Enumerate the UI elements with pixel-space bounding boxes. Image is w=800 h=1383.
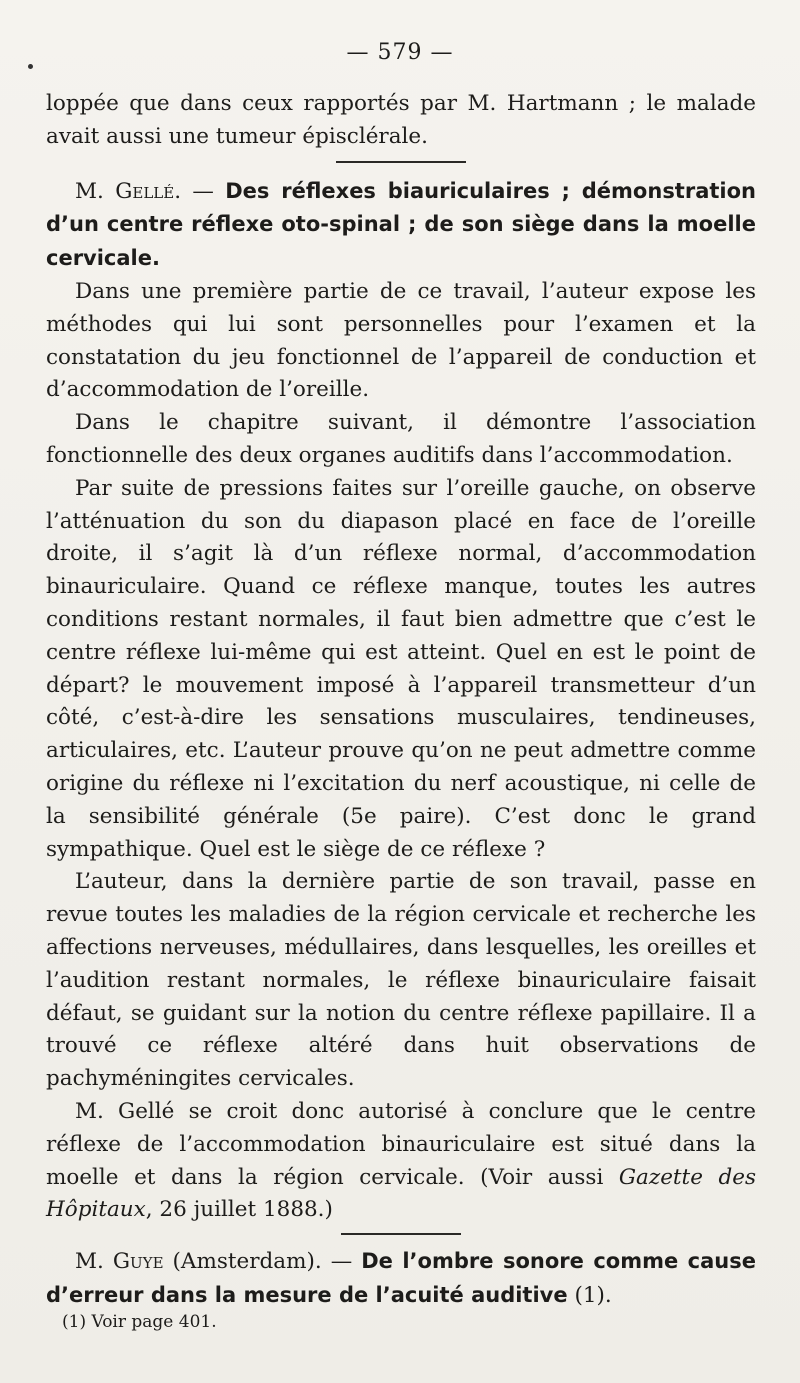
intro-line: loppée que dans ceux rapportés par M. Hartmann ; le malade avait aussi une tumeur épisclérale. <box>46 91 756 149</box>
title-gelle: Des réflexes biauriculaires ; démonstration d’un centre réflexe oto-spinal ; de son siège dans la moelle cervicale. <box>46 178 756 271</box>
paragraph-3: Par suite de pressions faites sur l’oreille gauche, on observe l’atténuation du son du diapason placé en face de l’oreille droite, il s’agit là d’un réflexe normal, d’accommodation binauriculaire. Quand ce réflexe manque, toutes les autres conditions restant normales, il faut bien admettre que c’est le centre réflexe lui-même qui est atteint. Quel en est le point de départ? le mouvement imposé à l’appareil transmetteur d’un côté, c’est-à-dire les sensations musculaires, tendineuses, articulaires, etc. L’auteur prouve qu’on ne peut admettre comme origine du réflexe ni l’excitation du nerf acoustique, ni celle de la sensibilité générale (5e paire). C’est donc le grand sympathique. Quel est le siège de ce réflexe ? <box>46 475 756 862</box>
footnote-reference: (1). <box>567 1282 612 1308</box>
paragraph-4: L’auteur, dans la dernière partie de son travail, passe en revue toutes les maladies de la région cervicale et recherche les affections nerveuses, médullaires, dans lesquelles, les oreilles et l’audition restant normales, le réflexe binauriculaire faisait défaut, se guidant sur la notion du centre réflexe papillaire. Il a trouvé ce réflexe altéré dans huit observations de pachyméningites cervicales. <box>46 869 756 1092</box>
footnote: (1) Voir page 401. <box>62 1312 217 1332</box>
main-text <box>46 88 756 1313</box>
paragraph-2: Dans le chapitre suivant, il démontre l’association fonctionnelle des deux organes auditifs dans l’accommodation. <box>46 410 756 468</box>
paragraph-5 <box>46 1096 756 1227</box>
heading-dash: — <box>181 178 226 204</box>
journal-reference: Gazette des Hôpitaux <box>46 1164 756 1223</box>
title-guye: De l’ombre sonore comme cause d’erreur dans la mesure de l’acuité auditive <box>46 1249 756 1307</box>
section-heading-guye <box>46 1245 756 1313</box>
page-number: — 579 — <box>346 40 454 65</box>
guye-place: (Amsterdam). — <box>163 1249 362 1275</box>
separator-rule-2 <box>341 1233 461 1235</box>
conclusion-date: , 26 juillet 1888.) <box>145 1197 333 1223</box>
paragraph-1: Dans une première partie de ce travail, l’auteur expose les méthodes qui lui sont personnelles pour l’examen et la constatation du jeu fonctionnel de l’appareil de conduction et d’accommodation de l’oreille. <box>46 278 756 403</box>
author-guye: M. Guye <box>75 1249 164 1275</box>
separator-rule <box>336 161 466 163</box>
author-gelle: M. Gellé. <box>75 178 182 204</box>
section-heading-gelle <box>46 175 756 276</box>
conclusion-text: M. Gellé se croit donc autorisé à conclure que le centre réflexe de l’accommodation binauriculaire est situé dans la moelle et dans la région cervicale. (Voir aussi <box>46 1098 756 1190</box>
